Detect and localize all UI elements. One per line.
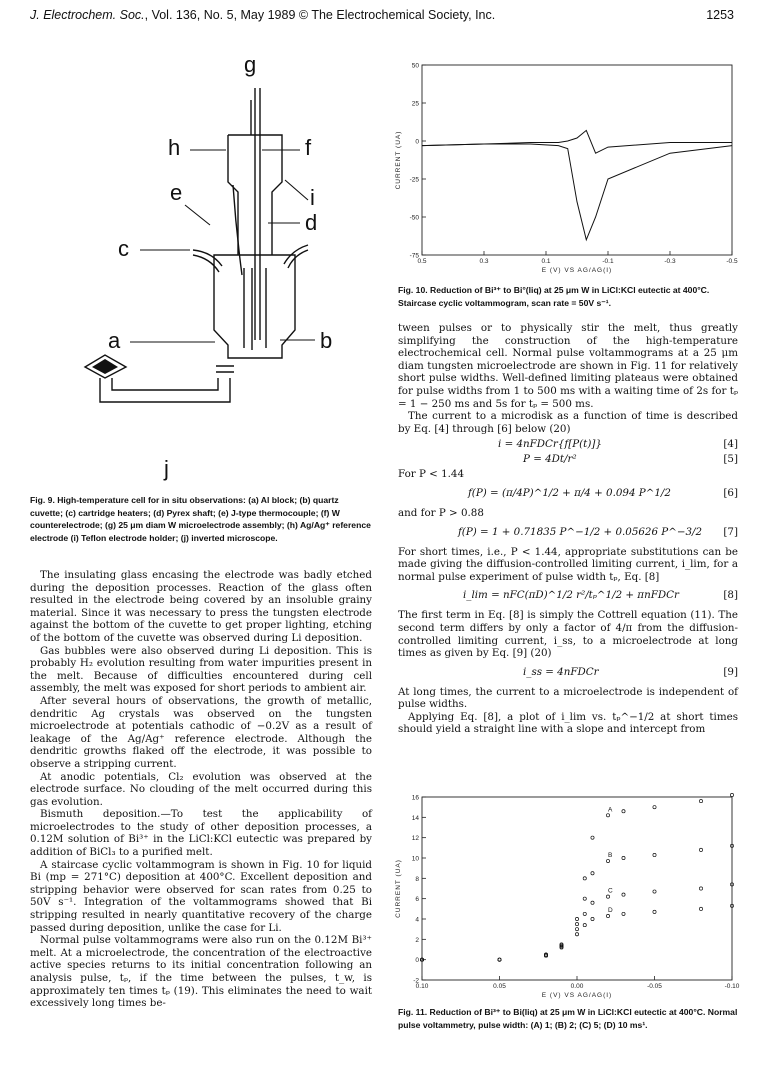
fig10-xtick-label: -0.1: [602, 258, 614, 265]
equation-8: [398, 589, 738, 609]
fig11-data-point: [498, 958, 501, 961]
fig11-data-point: [653, 806, 656, 809]
fig11-data-point: [575, 922, 578, 925]
fig9-label-f: f: [305, 135, 312, 160]
fig9-label-d: d: [305, 210, 318, 235]
fig11-data-point: [606, 814, 609, 817]
fig11-data-point: [699, 887, 702, 890]
fig10-ytick-label: -25: [409, 176, 419, 184]
fig11-xtick-label: 0.05: [493, 983, 506, 990]
fig10-xaxis-label: E (V) VS AG/AG(I): [541, 267, 613, 274]
fig11-ytick-label: 10: [411, 855, 419, 863]
fig11-series-label: C: [608, 887, 613, 895]
fig11-data-point: [699, 907, 702, 910]
fig11-data-point: [591, 872, 594, 875]
fig9-label-j: j: [164, 456, 169, 481]
right-paragraph-6: The first term in Eq. [8] is simply the Cottrell equation (11). The second term differs by only a factor of 4/π from the diffusion-controlled limiting current, i_ss, to a microelectrode at long times as given by Eq. [9] (20): [398, 609, 738, 660]
fig10-ytick-label: 25: [411, 100, 419, 108]
fig11-ytick-label: 2: [415, 936, 419, 944]
equation-4: [398, 438, 738, 453]
fig9-diagram: [30, 40, 370, 490]
fig9-caption: Fig. 9. High-temperature cell for in situ observations: (a) Al block; (b) quartz cuvette; (c) cartridge heaters; (d) Pyrex shaft; (e) J-type thermocouple; (f) W counterelectrode; (g) 25 μm diam W microelectrode assembly; (h) Ag/Ag⁺ reference electrode (i) Teflon electrode holder; (j) inverted microscope.: [30, 495, 371, 543]
equation-4-number: [4]: [723, 438, 738, 451]
fig9-label-c: c: [118, 236, 129, 261]
journal-citation: , Vol. 136, No. 5, May 1989 © The Electrochemical Society, Inc.: [144, 8, 496, 22]
fig11-data-point: [591, 901, 594, 904]
fig11-data-point: [622, 893, 625, 896]
left-paragraph-7: Normal pulse voltammograms were also run on the 0.12M Bi³⁺ melt. At a microelectrode, the concentration of the electroactive active species returns to its initial concentration following an analysis pulse, tₚ, if the time between the pulses, t_w, is approximately ten times tₚ (19). This eliminates the need to wait excessively long times be-: [30, 934, 372, 1010]
fig11-ytick-label: 14: [411, 814, 419, 822]
equation-8-text: i_lim = nFC(πD)^1/2 r²/tₚ^1/2 + πnFDCr: [463, 589, 679, 602]
fig11-ytick-label: 8: [415, 875, 419, 883]
fig11-data-point: [653, 890, 656, 893]
fig11-data-point: [622, 856, 625, 859]
left-paragraph-1: The insulating glass encasing the electrode was badly etched during the deposition processes. Reaction of the glass often resulted in the electrode being covered by an insoluble grainy material. Since it was necessary to press the tungsten electrode against the bottom of the cuvette to get proper lighting, etching of the bottom of the cuvette was observed during Li deposition.: [30, 569, 372, 644]
fig11-data-point: [699, 799, 702, 802]
fig11-chart: [392, 792, 740, 1004]
left-paragraph-3: After several hours of observations, the growth of metallic, dendritic Ag crystals was observed on the tungsten microelectrode at potentials cathodic of −0.2V as a result of leakage of the Ag/Ag⁺ reference electrode. Although the dendritic growths flaked off the electrode, it was possible to observe a stripping current.: [30, 694, 372, 770]
fig10-series-line: [422, 144, 732, 240]
equation-7-number: [7]: [723, 525, 738, 538]
fig9-label-i: i: [310, 185, 315, 210]
left-paragraph-4: At anodic potentials, Cl₂ evolution was observed at the electrode surface. No clouding of the melt occurred during this gas evolution.: [30, 770, 372, 808]
left-paragraph-2: Gas bubbles were also observed during Li deposition. This is probably H₂ evolution resulting from water impurities present in the melt. Because of difficulties encountered during cell assembly, the melt was exposed for short periods to ambient air.: [30, 644, 372, 695]
fig10-xtick-label: -0.5: [726, 258, 738, 265]
fig10-ytick-label: -75: [409, 252, 419, 260]
fig9-label-h: h: [168, 135, 181, 160]
fig11-data-point: [575, 928, 578, 931]
page-number: 1253: [706, 8, 734, 22]
fig11-data-point: [575, 933, 578, 936]
right-paragraph-3: For P < 1.44: [398, 468, 465, 481]
equation-9-number: [9]: [723, 665, 738, 678]
fig11-data-point: [622, 810, 625, 813]
equation-9-text: i_ss = 4nFDCr: [523, 665, 599, 678]
fig10-series-line: [422, 130, 732, 153]
fig10-yaxis-label: CURRENT (UA): [395, 130, 402, 190]
right-paragraph-1: tween pulses or to physically stir the melt, thus greatly simplifying the construction of the high-temperature electrochemical cell. Normal pulse voltammograms at a 25 μm diam tungsten microelectrode are shown in Fig. 11 for relatively short pulse widths. Well-defined limiting plateaus were obtained for pulse widths from 1 to 500 ms with a waiting time of 2s for tₚ = 1 − 250 ms and 5s for tₚ = 500 ms.: [398, 322, 738, 410]
fig10-chart: [392, 60, 737, 282]
fig10-xtick-label: 0.1: [541, 258, 551, 265]
fig11-series-label: B: [608, 852, 613, 860]
fig10-xtick-label: 0.5: [417, 258, 427, 265]
fig10-ytick-label: 0: [415, 138, 419, 146]
fig11-series-label: A: [608, 806, 613, 814]
fig11-caption: Fig. 11. Reduction of Bi³⁺ to Bi(liq) at 25 μm W in LiCl:KCl eutectic at 400°C. Normal pulse voltammetry, pulse width: (A) 1; (B) 2; (C) 5; (D) 10 ms¹.: [398, 1007, 738, 1030]
fig11-data-point: [606, 895, 609, 898]
fig11-xaxis-label: E (V) VS AG/AG(I): [541, 992, 613, 999]
equation-5: [398, 453, 738, 468]
fig11-data-point: [591, 917, 594, 920]
right-paragraph-8: Applying Eq. [8], a plot of i_lim vs. tₚ^−1/2 at short times should yield a straight line with a slope and intercept from: [398, 710, 738, 736]
fig11-data-point: [583, 924, 586, 927]
fig11-data-point: [583, 877, 586, 880]
fig11-series-label: D: [608, 906, 613, 914]
fig9-label-g: g: [244, 52, 257, 77]
fig11-xtick-label: -0.10: [724, 983, 740, 990]
fig10-caption: Fig. 10. Reduction of Bi³⁺ to Bi°(liq) at 25 μm W in LiCl:KCl eutectic at 400°C. Staircase cyclic voltammogram, scan rate = 50V s⁻¹.: [398, 285, 710, 308]
fig11-data-point: [699, 848, 702, 851]
fig11-ytick-label: 4: [415, 916, 419, 924]
fig11-data-point: [583, 912, 586, 915]
equation-6-number: [6]: [723, 486, 738, 499]
equation-9: [398, 666, 738, 686]
fig11-data-point: [583, 897, 586, 900]
fig11-xtick-label: 0.00: [570, 983, 584, 990]
fig11-yaxis-label: CURRENT (UA): [395, 859, 402, 918]
equation-4-text: i = 4nFDCr{f[P(t)]}: [498, 438, 602, 451]
equation-7-text: f(P) = 1 + 0.71835 P^−1/2 + 0.05626 P^−3/2: [458, 525, 703, 538]
equation-6: [398, 487, 738, 507]
fig9-label-a: a: [108, 328, 121, 353]
fig10-plot-frame: [422, 65, 732, 255]
fig11-ytick-label: 16: [411, 794, 419, 802]
fig11-data-point: [575, 917, 578, 920]
fig11-ytick-label: -2: [413, 977, 419, 985]
fig11-data-point: [591, 836, 594, 839]
right-paragraph-4: and for P > 0.88: [398, 506, 484, 519]
fig9-label-e: e: [170, 180, 183, 205]
fig11-data-point: [653, 853, 656, 856]
fig11-data-point: [653, 910, 656, 913]
left-column: [30, 569, 372, 1010]
equation-5-number: [5]: [723, 453, 738, 466]
equation-5-text: P = 4Dt/r²: [523, 453, 577, 466]
fig9-label-b: b: [320, 328, 333, 353]
fig11-data-point: [606, 859, 609, 862]
running-header: [30, 8, 495, 22]
fig11-data-point: [606, 914, 609, 917]
fig10-xtick-label: -0.3: [664, 258, 676, 265]
equation-8-number: [8]: [723, 589, 738, 602]
left-paragraph-5: Bismuth deposition.—To test the applicability of microelectrodes to the study of other deposition processes, a 0.12M solution of Bi³⁺ in the LiCl:KCl eutectic was prepared by addition of BiCl₃ to a purified melt.: [30, 808, 372, 859]
fig11-data-point: [622, 912, 625, 915]
left-paragraph-6: A staircase cyclic voltammogram is shown in Fig. 10 for liquid Bi (mp = 271°C) deposition at 400°C. Excellent deposition and stripping behavior were observed for scan rates from 0.25 to 50V s⁻¹. Integration of the voltammograms showed that Bi stripping resulted in nearly quantitative recovery of the charge passed during deposition, unlike the case for Li.: [30, 858, 372, 934]
equation-7: [398, 526, 738, 546]
fig11-ytick-label: 6: [415, 896, 419, 904]
fig11-data-point: [730, 793, 733, 796]
right-paragraph-2: The current to a microdisk as a function of time is described by Eq. [4] through [6] below (20): [398, 410, 738, 435]
fig10-xtick-label: 0.3: [479, 258, 489, 265]
fig10-ytick-label: 50: [411, 62, 419, 70]
fig11-ytick-label: 0: [415, 957, 419, 965]
right-column: [398, 322, 738, 736]
fig11-plot-frame: [422, 797, 732, 980]
fig11-xtick-label: -0.05: [647, 983, 662, 990]
fig11-xtick-label: 0.10: [415, 983, 429, 990]
right-paragraph-5: For short times, i.e., P < 1.44, appropriate substitutions can be made giving the diffusion-controlled limiting current, i_lim, for a normal pulse experiment of pulse width tₚ, Eq. [8]: [398, 545, 738, 583]
journal-name: J. Electrochem. Soc.: [30, 8, 145, 22]
right-paragraph-7: At long times, the current to a microelectrode is independent of pulse widths.: [398, 685, 738, 711]
fig11-ytick-label: 12: [411, 835, 419, 843]
fig10-ytick-label: -50: [409, 214, 419, 222]
equation-6-text: f(P) = (π/4P)^1/2 + π/4 + 0.094 P^1/2: [468, 486, 671, 499]
